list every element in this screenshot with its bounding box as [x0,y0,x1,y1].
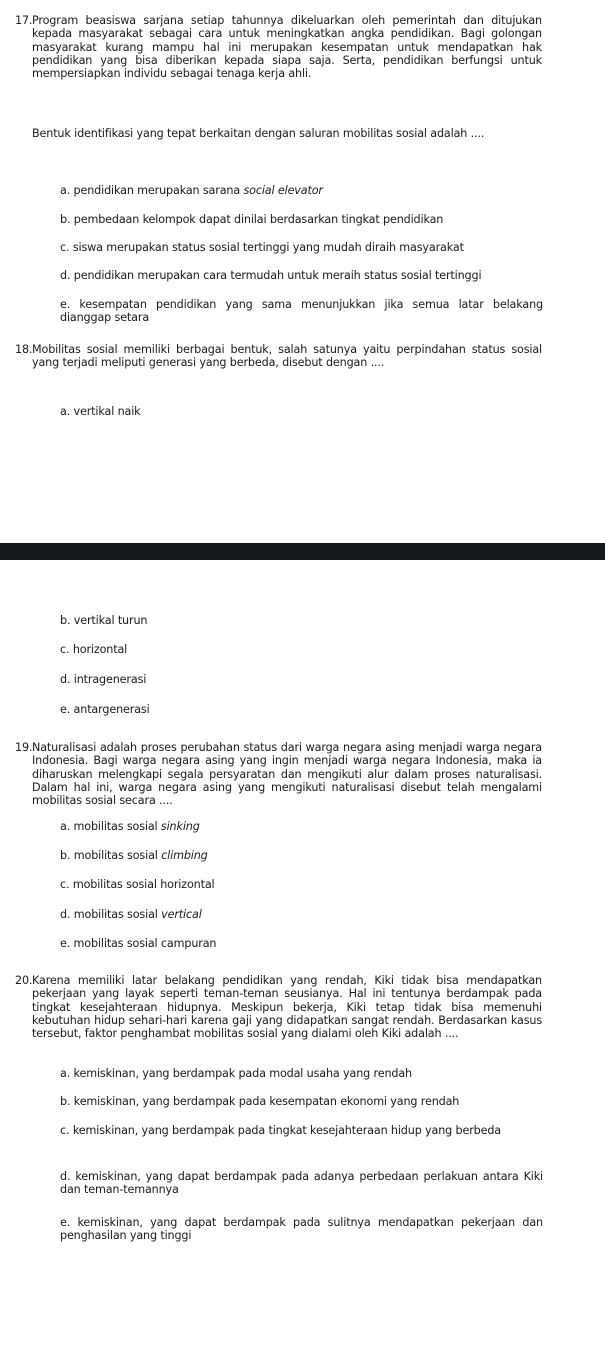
option-label: e. [60,703,71,716]
option-text: kemiskinan, yang berdampak pada tingkat kesejahteraan hidup yang berbeda [72,1124,502,1137]
option-italic-term: social elevator [243,184,323,197]
option-text: kemiskinan, yang berdampak pada kesempatan ekonomi yang rendah [73,1095,460,1108]
option-italic-term: climbing [161,849,208,862]
question-number: 17. [15,14,33,27]
option-label: a. [60,184,71,197]
option-text: antargenerasi [73,703,150,716]
option-text: horizontal [72,643,128,656]
option-text: kemiskinan, yang dapat berdampak pada sulitnya mendapatkan pekerjaan dan penghasilan yang tinggi [60,1216,543,1243]
question-stem: Program beasiswa sarjana setiap tahunnya dikeluarkan oleh pemerintah dan ditujukan kepada masyarakat sebagai cara untuk meningkatkan angka pendidikan. Bagi golongan masyarakat kurang mampu hal ini merupakan kesempatan untuk mendapatkan hak pendidikan yang bisa diberikan kepada siapa saja. Serta, pendidikan berfungsi untuk mempersiapkan individu sebagai tenaga kerja ahli. [32,14,542,81]
option-text: intragenerasi [73,673,147,686]
option-text: mobilitas sosial campuran [73,937,217,950]
option-label: e. [60,937,71,950]
option-text: kesempatan pendidikan yang sama menunjukkan jika semua latar belakang dianggap setara [60,298,543,325]
question-stem: Karena memiliki latar belakang pendidikan yang rendah, Kiki tidak bisa mendapatkan pekerjaan yang layak seperti teman-teman seusianya. Hal ini tentunya berdampak pada tingkat kesejahteraan hidupnya. Meskipun bekerja, Kiki tetap tidak bisa memenuhi kebutuhan hidup sehari-hari karena gaji yang didapatkan sangat rendah. Berdasarkan kasus tersebut, faktor penghambat mobilitas sosial yang dialami oleh Kiki adalah .... [32,974,542,1041]
option-text: pendidikan merupakan sarana [73,184,241,197]
option-label: a. [60,820,71,833]
option-label: b. [60,213,71,226]
option-label: d. [60,269,71,282]
option-text: pembedaan kelompok dapat dinilai berdasarkan tingkat pendidikan [73,213,444,226]
option-italic-term: vertical [161,908,202,921]
option-text: siswa merupakan status sosial tertinggi yang mudah diraih masyarakat [72,241,464,254]
option-text: kemiskinan, yang berdampak pada modal usaha yang rendah [73,1067,412,1080]
option-label: c. [60,1124,70,1137]
option-label: a. [60,1067,71,1080]
option-label: b. [60,849,71,862]
option-text: mobilitas sosial [73,820,158,833]
option-label: c. [60,241,70,254]
option-label: e. [60,298,71,311]
option-label: c. [60,878,70,891]
option-label: d. [60,673,71,686]
option-text: vertikal naik [73,405,141,418]
question-number: 20. [15,974,33,987]
option-label: c. [60,643,70,656]
question-number: 18. [15,343,33,356]
option-label: a. [60,405,71,418]
option-text: mobilitas sosial [73,908,158,921]
option-italic-term: sinking [160,820,200,833]
option-label: d. [60,908,71,921]
option-text: kemiskinan, yang dapat berdampak pada adanya perbedaan perlakuan antara Kiki dan teman-temannya [60,1170,544,1197]
option-text: mobilitas sosial [73,849,158,862]
option-label: e. [60,1216,71,1229]
option-label: b. [60,1095,71,1108]
option-text: vertikal turun [73,614,148,627]
option-label: d. [60,1170,71,1183]
option-label: b. [60,614,71,627]
page-divider [0,543,605,560]
question-stem: Mobilitas sosial memiliki berbagai bentuk, salah satunya yaitu perpindahan status sosial yang terjadi meliputi generasi yang berbeda, disebut dengan .... [32,343,542,370]
question-stem: Naturalisasi adalah proses perubahan status dari warga negara asing menjadi warga negara Indonesia. Bagi warga negara asing yang ingin menjadi warga negara Indonesia, maka ia diharuskan melengkapi segala persyaratan dan mengikuti alur dalam proses naturalisasi. Dalam hal ini, warga negara asing yang mengikuti naturalisasi disebut telah mengalami mobilitas sosial secara .... [32,741,542,808]
question-number: 19. [15,741,33,754]
option-text: pendidikan merupakan cara termudah untuk meraih status sosial tertinggi [73,269,482,282]
question-prompt: Bentuk identifikasi yang tepat berkaitan dengan saluran mobilitas sosial adalah .... [32,127,485,140]
option-text: mobilitas sosial horizontal [72,878,215,891]
